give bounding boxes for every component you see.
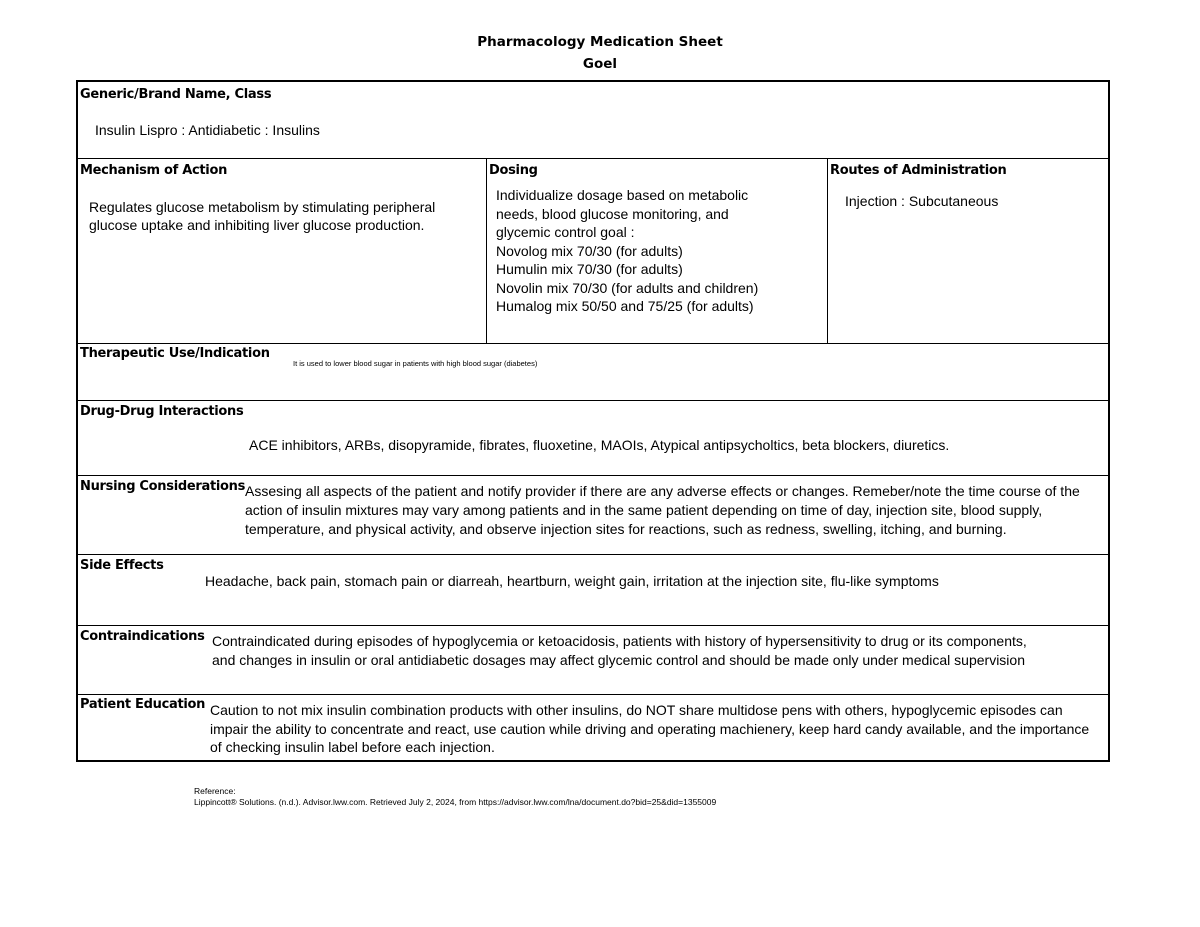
dosing-label: Dosing — [489, 163, 538, 178]
education-label: Patient Education — [80, 697, 206, 712]
routes-value: Injection : Subcutaneous — [845, 193, 999, 209]
row-divider — [78, 694, 1108, 695]
dosing-line: Novolin mix 70/30 (for adults and children) — [496, 279, 759, 296]
page-subtitle: Goel — [582, 56, 618, 72]
row-divider — [78, 343, 1108, 344]
routes-label: Routes of Administration — [830, 163, 1007, 178]
dosing-line: Novolog mix 70/30 (for adults) — [496, 242, 683, 259]
interactions-value: ACE inhibitors, ARBs, disopyramide, fibrates, fluoxetine, MAOIs, Atypical antipsycholtics, beta blockers, diuretics. — [249, 437, 950, 453]
row-divider — [78, 625, 1108, 626]
dosing-line: needs, blood glucose monitoring, and — [496, 205, 729, 222]
page-title: Pharmacology Medication Sheet — [477, 34, 723, 50]
reference-label: Reference: — [194, 786, 236, 796]
dosing-line: Humalog mix 50/50 and 75/25 (for adults) — [496, 298, 754, 314]
education-value: Caution to not mix insulin combination products with other insulins, do NOT share multidose pens with others, hypoglycemic episodes can impair the ability to concentrate and react, use caution while driving and operating machienery, keep hard candy available, and the importance of checking insulin label before each injection. — [210, 702, 1090, 755]
therapeutic-value: It is used to lower blood sugar in patients with high blood sugar (diabetes) — [293, 359, 538, 368]
medication-sheet-table — [76, 80, 1110, 762]
row-divider — [78, 475, 1108, 476]
dosing-line: glycemic control goal : — [496, 224, 635, 240]
column-divider — [827, 158, 828, 343]
interactions-label: Drug-Drug Interactions — [80, 404, 244, 419]
mechanism-label: Mechanism of Action — [80, 163, 228, 178]
nursing-label: Nursing Considerations — [80, 479, 246, 494]
reference-citation: Lippincott® Solutions. (n.d.). Advisor.lww.com. Retrieved July 2, 2024, from https://advisor.lww.com/lna/document.do?bid=25&did=1355009 — [194, 797, 717, 807]
nursing-value: Assesing all aspects of the patient and notify provider if there are any adverse effects or changes. Remeber/note the time course of the action of insulin mixtures may vary among patients and in the same patient depending on time of day, injection site, blood supply, temperature, and physical activity, and observe injection sites for reactions, such as redness, swelling, itching, and burning. — [245, 483, 1080, 537]
side-effects-label: Side Effects — [80, 558, 164, 573]
row-divider — [78, 554, 1108, 555]
row-divider — [78, 400, 1108, 401]
mechanism-value: Regulates glucose metabolism by stimulating peripheral glucose uptake and inhibiting liver glucose production. — [89, 199, 436, 233]
dosing-lines — [496, 186, 826, 316]
dosing-line: Individualize dosage based on metabolic — [496, 187, 749, 203]
generic-label: Generic/Brand Name, Class — [80, 87, 272, 102]
generic-value: Insulin Lispro : Antidiabetic : Insulins — [95, 122, 320, 138]
column-divider — [486, 158, 487, 343]
contraindications-label: Contraindications — [80, 629, 205, 644]
side-effects-value: Headache, back pain, stomach pain or diarreah, heartburn, weight gain, irritation at the injection site, flu-like symptoms — [205, 573, 939, 589]
row-divider — [78, 158, 1108, 159]
contraindications-value: Contraindicated during episodes of hypoglycemia or ketoacidosis, patients with history of hypersensitivity to drug or its components, and changes in insulin or oral antidiabetic dosages may affect glycemic control and should be made only under medical supervision — [212, 633, 1027, 668]
dosing-line: Humulin mix 70/30 (for adults) — [496, 261, 683, 277]
therapeutic-label: Therapeutic Use/Indication — [80, 346, 270, 361]
